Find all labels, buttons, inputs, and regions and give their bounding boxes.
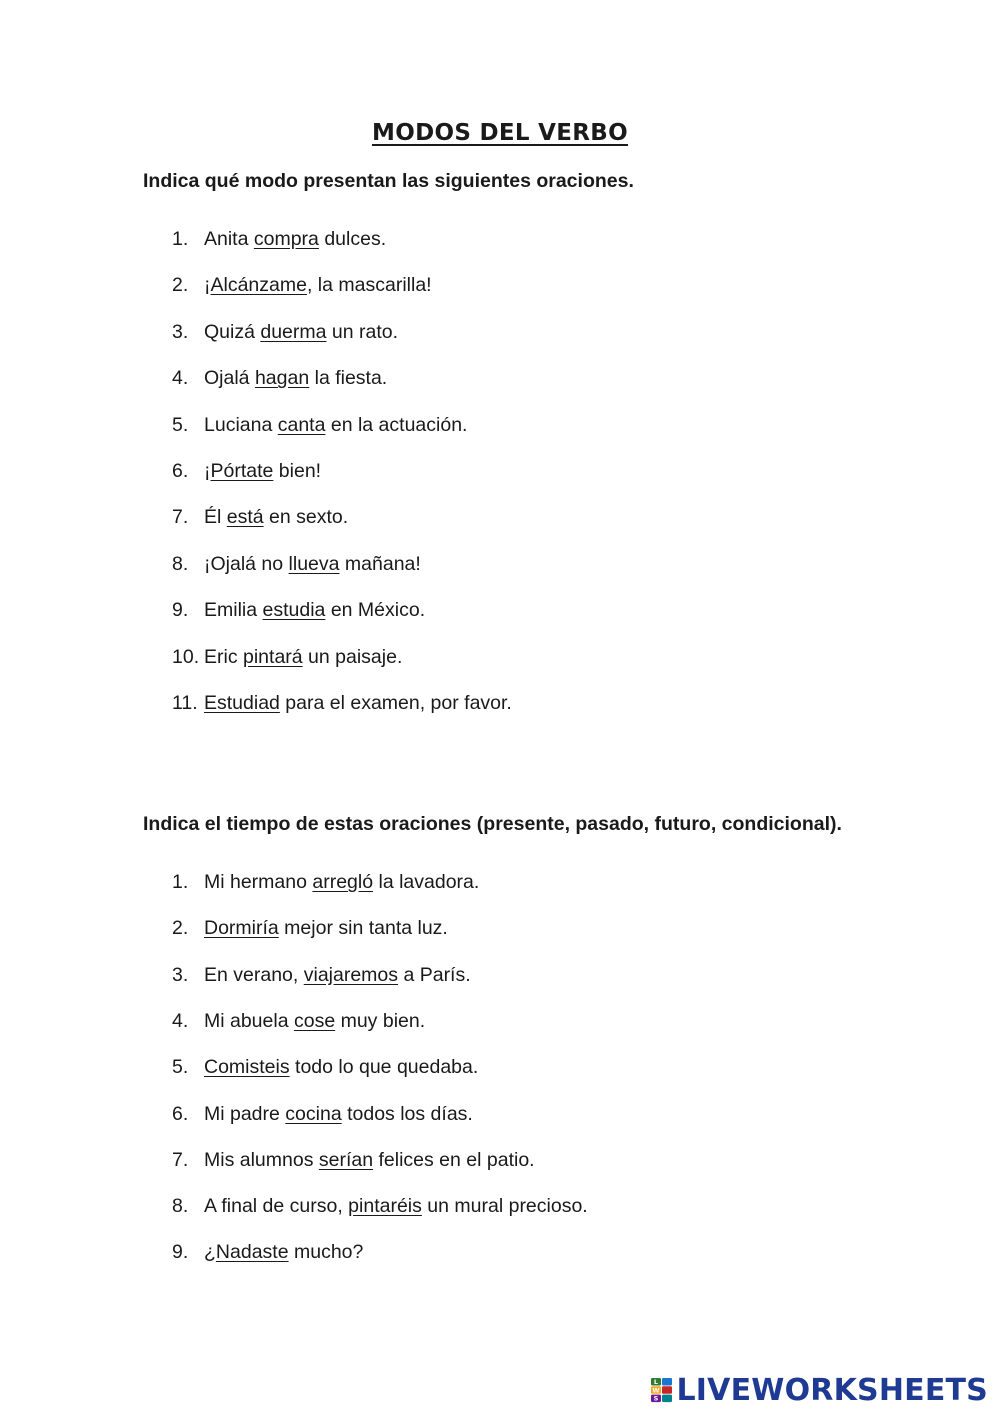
sentence-before: Quizá [204,320,261,343]
sentence [204,1103,473,1126]
item-number: 1. [172,228,189,250]
underlined-verb: Estudiad [204,692,280,714]
logo-tile [662,1378,672,1386]
sentence-after: felices en el patio. [373,1148,535,1171]
sentence [204,321,398,344]
underlined-verb: cocina [285,1102,342,1125]
sentence-after: un mural precioso. [421,1195,588,1218]
sentence-after: un rato. [326,320,399,343]
sentence-before: Anita [204,228,254,250]
item-number: 6. [172,1102,189,1125]
sentence [204,1149,535,1172]
sentence [204,414,467,437]
sentence-after: bien! [273,460,322,482]
sentence-after: en la actuación. [325,413,468,436]
sentence-before: ¡ [204,460,211,482]
sentence-after: todos los días. [341,1102,473,1125]
underlined-verb: Nadaste [215,1241,289,1264]
sentence [204,1010,425,1033]
item-number: 7. [172,1148,189,1171]
sentence [204,646,402,669]
sentence-after: mucho? [288,1241,364,1264]
sentence-after: muy bien. [335,1009,426,1032]
item-number: 8. [172,1195,189,1218]
sentence-before: Ojalá [204,367,255,390]
underlined-verb: llueva [288,552,340,575]
brand-name: LIVEWORKSHEETS [676,1372,988,1408]
item-number: 6. [172,460,189,482]
logo-letter: W [652,1386,661,1395]
logo-tile [662,1386,672,1394]
underlined-verb: Alcánzame [210,274,307,297]
sentence-after: en sexto. [263,506,349,529]
sentence-after: a París. [398,963,471,986]
page-title: MODOS DEL VERBO [372,120,628,146]
sentence-after: dulces. [318,228,387,250]
sentence-before: Luciana [204,413,278,436]
sentence [204,506,348,529]
item-number: 5. [172,413,189,436]
underlined-verb: hagan [254,367,310,390]
sentence-before: Él [204,506,227,529]
underlined-verb: Pórtate [210,460,274,482]
sentence [204,692,512,715]
logo-letter: S [654,1394,659,1403]
underlined-verb: Dormiría [204,917,279,940]
sentence-after: todo lo que quedaba. [289,1056,479,1079]
item-number: 2. [172,274,189,297]
logo-tile [662,1395,672,1403]
sentence [204,367,387,390]
item-number: 7. [172,506,189,529]
sentence-after: la lavadora. [373,871,480,893]
item-number: 1. [172,871,189,893]
underlined-verb: duerma [260,320,327,343]
sentence [204,228,386,251]
sentence-before: ¿ [204,1241,216,1264]
sentence [204,917,448,940]
sentence-after: para el examen, por favor. [279,692,512,714]
section2-instruction: Indica el tiempo de estas oraciones (presente, pasado, futuro, condicional). [143,813,842,835]
item-number: 2. [172,917,189,940]
item-number: 3. [172,320,189,343]
sentence-before: Mi hermano [204,871,313,893]
sentence-after: mañana! [339,552,421,575]
underlined-verb: compra [253,228,319,250]
sentence-before: Mi padre [204,1102,286,1125]
sentence [204,553,421,576]
underlined-verb: estudia [262,599,326,622]
sentence-before: ¡ [204,274,211,297]
sentence [204,1241,363,1264]
sentence-after: en México. [325,599,426,622]
item-number: 4. [172,1009,189,1032]
underlined-verb: pintaréis [348,1195,422,1218]
item-number: 10. [172,645,200,668]
liveworksheets-logo [650,1370,988,1410]
sentence-after: la fiesta. [309,367,388,390]
liveworksheets-icon [650,1377,674,1403]
sentence-before: Mis alumnos [204,1148,319,1171]
item-number: 4. [172,367,189,390]
underlined-verb: canta [277,413,326,436]
item-number: 5. [172,1056,189,1079]
sentence [204,274,432,297]
section1-instruction: Indica qué modo presentan las siguientes oraciones. [143,170,634,192]
underlined-verb: arregló [312,871,374,893]
item-number: 3. [172,963,189,986]
sentence-after: un paisaje. [302,645,403,668]
sentence-before: Emilia [204,599,263,622]
underlined-verb: pintará [243,645,303,668]
sentence [204,599,425,622]
sentence-before: Eric [204,645,243,668]
underlined-verb: Comisteis [204,1056,290,1079]
logo-letter: L [654,1378,659,1386]
sentence-before: ¡Ojalá no [204,552,289,575]
sentence [204,1056,478,1079]
underlined-verb: viajaremos [303,963,399,986]
sentence-before: En verano, [204,963,304,986]
sentence-before: Mi abuela [204,1009,294,1032]
underlined-verb: cose [293,1009,336,1032]
sentence [204,460,321,483]
item-number: 11. [172,692,198,714]
item-number: 9. [172,1241,189,1264]
sentence-after: mejor sin tanta luz. [278,917,448,940]
sentence [204,1195,588,1218]
sentence [204,964,471,987]
sentence-after: , la mascarilla! [306,274,432,297]
underlined-verb: está [226,506,264,529]
underlined-verb: serían [318,1148,374,1171]
item-number: 8. [172,552,189,575]
sentence [204,871,479,894]
item-number: 9. [172,599,189,622]
sentence-before: A final de curso, [204,1195,349,1218]
